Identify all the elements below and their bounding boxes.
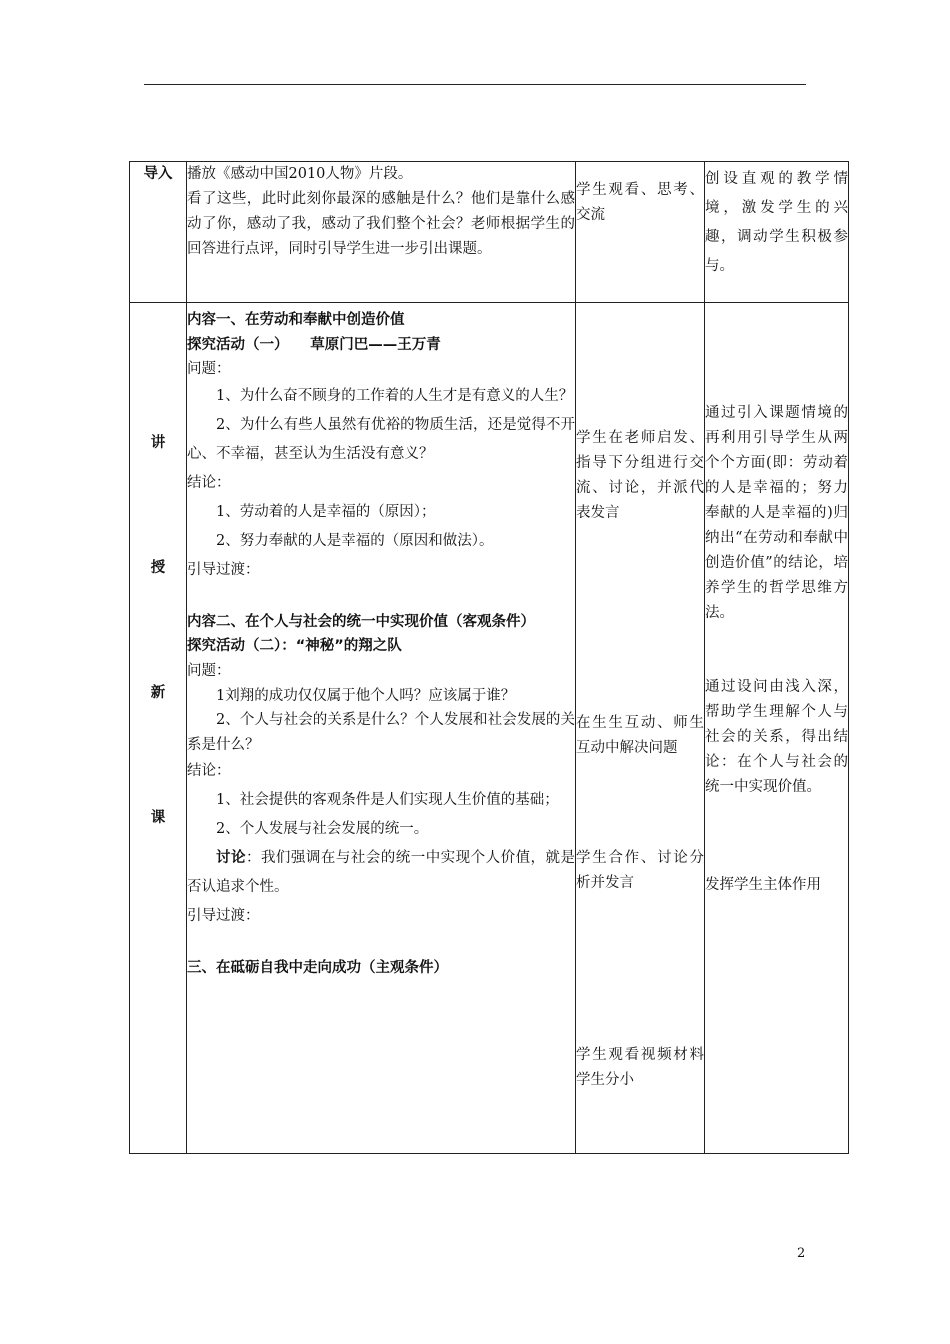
intro-row [130, 162, 849, 303]
discussion-text: ：我们强调在与社会的统一中实现个人价值，就是否认追求个性。 [187, 850, 576, 896]
design-intent-3: 发挥学生主体作用 [705, 877, 821, 893]
conclusion-2: 2、努力奉献的人是幸福的（原因和做法）。 [216, 532, 494, 549]
question-1: 1、为什么奋不顾身的工作着的人生才是有意义的人生？ [216, 387, 574, 404]
lecture-content [187, 303, 576, 1154]
content1-title: 内容一、在劳动和奉献中创造价值 [187, 312, 405, 328]
question2-label: 问题： [187, 662, 231, 679]
question-3: 1刘翔的成功仅仅属于他个人吗？应该属于谁？ [216, 687, 516, 704]
lecture-label-stack [130, 303, 186, 831]
lecture-label-char-3: 新 [150, 685, 166, 701]
lecture-student-activity [576, 303, 705, 1154]
intro-content [187, 162, 576, 303]
lecture-label [130, 303, 187, 1154]
conclusion1-label: 结论： [187, 474, 231, 491]
intro-line-1: 播放《感动中国2010人物》片段。 [187, 166, 413, 182]
activity1-title: 探究活动（一） 草原门巴——王万青 [187, 336, 441, 353]
intro-line-2: 看了这些，此时此刻你最深的感触是什么？他们是靠什么感动了你，感动了我，感动了我们整个社会？老师根据学生的回答进行点评，同时引导学生进一步引出课题。 [187, 191, 575, 257]
question-2: 2、为什么有些人虽然有优裕的物质生活，还是觉得不开心、不幸福，甚至认为生活没有意义？ [187, 416, 575, 462]
intro-student-activity [576, 162, 705, 303]
design-intent-2: 通过设问由浅入深，帮助学生理解个人与社会的关系，得出结论：在个人与社会的统一中实现价值。 [705, 679, 848, 795]
intro-intent-text: 创设直观的教学情境，激发学生的兴趣，调动学生积极参与。 [705, 171, 848, 274]
discussion-label: 讨论 [216, 850, 246, 867]
transition1-label: 引导过渡： [187, 561, 260, 578]
discussion [187, 844, 575, 902]
intro-design-intent [705, 162, 849, 303]
student-activity-2: 在生生互动、师生互动中解决问题 [576, 715, 704, 756]
conclusion-1: 1、劳动着的人是幸福的（原因）； [216, 503, 436, 520]
lesson-plan-table [129, 161, 849, 1154]
lecture-label-char-4: 课 [150, 810, 166, 826]
transition2-label: 引导过渡： [187, 908, 260, 925]
lecture-label-char-1: 讲 [150, 435, 166, 451]
spacer [187, 931, 575, 956]
question-4: 2、个人与社会的关系是什么？个人发展和社会发展的关系是什么？ [187, 712, 575, 753]
student-activity-1: 学生在老师启发、指导下分组进行交流、讨论，并派代表发言 [576, 430, 704, 521]
conclusion2-label: 结论： [187, 763, 231, 780]
lecture-design-intent [705, 303, 849, 1154]
student-activity-4: 学生观看视频材料学生分小 [576, 1047, 704, 1088]
conclusion-3: 1、社会提供的客观条件是人们实现人生价值的基础； [216, 792, 559, 809]
lecture-label-char-2: 授 [150, 560, 166, 576]
page-number: 2 [797, 1246, 806, 1261]
design-intent-1: 通过引入课题情境的再利用引导学生从两个个方面(即：劳动着的人是幸福的；努力奉献的人是幸福的)归纳出“在劳动和奉献中创造价值”的结论，培养学生的哲学思维方法。 [705, 405, 848, 621]
content2-title: 内容二、在个人与社会的统一中实现价值（客观条件） [187, 613, 535, 630]
content3-title: 三、在砥砺自我中走向成功（主观条件） [187, 960, 448, 977]
student-activity-3: 学生合作、讨论分析并发言 [576, 850, 704, 891]
intro-label: 导入 [130, 162, 187, 303]
spacer [187, 585, 575, 610]
lecture-row [130, 303, 849, 1154]
intro-student-text: 学生观看、思考、交流 [576, 182, 704, 223]
conclusion-4: 2、个人发展与社会发展的统一。 [216, 821, 429, 838]
activity2-title: 探究活动（二）：“神秘”的翔之队 [187, 638, 402, 655]
question1-label: 问题： [187, 361, 231, 378]
header-rule [144, 84, 806, 85]
